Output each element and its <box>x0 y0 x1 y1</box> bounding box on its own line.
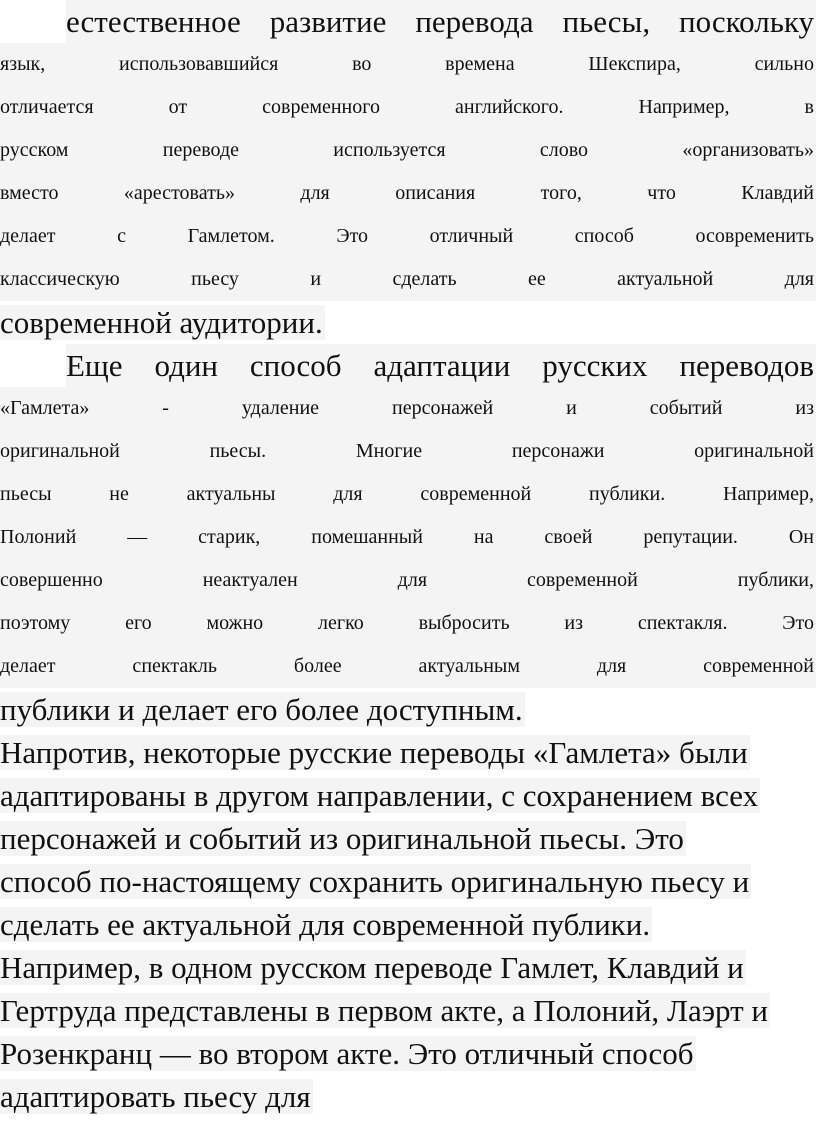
text-line: адаптировать пьесу для <box>0 1079 311 1114</box>
text-line: делает спектакль более актуальным для современной <box>0 645 816 688</box>
text-line: поэтому его можно легко выбросить из спектакля. Это <box>0 602 816 645</box>
text-line: совершенно неактуален для современной публики, <box>0 559 816 602</box>
text-line: публики и делает его более доступным. <box>0 692 523 727</box>
text-line: Розенкранц — во втором акте. Это отличный способ <box>0 1036 694 1071</box>
text-line: делает с Гамлетом. Это отличный способ осовременить <box>0 215 816 258</box>
text-line: вместо «арестовать» для описания того, что Клавдий <box>0 172 816 215</box>
text-line: «Гамлета» - удаление персонажей и событий из <box>0 387 816 430</box>
text-line: современной аудитории. <box>0 305 323 340</box>
text-line: Полоний — старик, помешанный на своей репутации. Он <box>0 516 816 559</box>
text-line: способ по-настоящему сохранить оригинальную пьесу и <box>0 864 750 899</box>
text-line: естественное развитие перевода пьесы, поскольку <box>0 0 816 43</box>
text-line: русском переводе используется слово «организовать» <box>0 129 816 172</box>
text-line: классическую пьесу и сделать ее актуальной для <box>0 258 816 301</box>
text-line: Гертруда представлены в первом акте, а Полоний, Лаэрт и <box>0 993 768 1028</box>
text-line: отличается от современного английского. Например, в <box>0 86 816 129</box>
text-line: оригинальной пьесы. Многие персонажи оригинальной <box>0 430 816 473</box>
text-line: адаптированы в другом направлении, с сохранением всех <box>0 778 759 813</box>
text-line: Напротив, некоторые русские переводы «Гамлета» были <box>0 735 748 770</box>
text-line: язык, использовавшийся во времена Шекспира, сильно <box>0 43 816 86</box>
text-line: пьесы не актуальны для современной публики. Например, <box>0 473 816 516</box>
text-line: Например, в одном русском переводе Гамлет, Клавдий и <box>0 950 744 985</box>
text-line: Еще один способ адаптации русских переводов <box>0 344 816 387</box>
text-line: персонажей и событий из оригинальной пьесы. Это <box>0 821 684 856</box>
text-line: сделать ее актуальной для современной публики. <box>0 907 651 942</box>
